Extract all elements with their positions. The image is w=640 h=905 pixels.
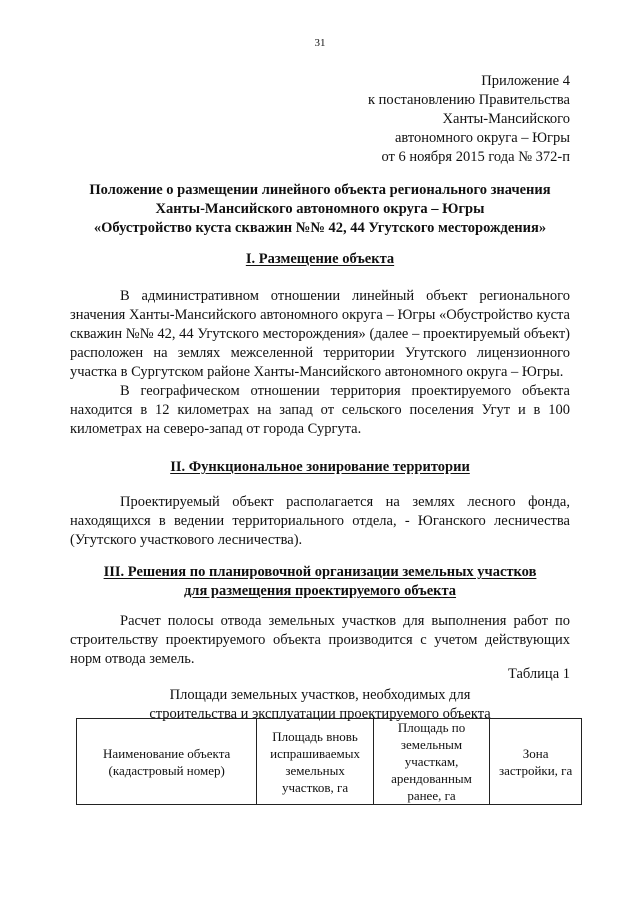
- table-label: Таблица 1: [507, 666, 570, 682]
- column-header-new-area: Площадь вновь испрашиваемых земельных участков, га: [257, 719, 373, 805]
- table-header-row: [77, 719, 582, 805]
- section-1-paragraph-1: В административном отношении линейный объект регионального значения Ханты-Мансийского автономного округа – Югры «Обустройство куста скважин №№ 42, 44 Угутского месторождения» (далее – проектируемый объект) расположен на землях межселенной территории Угутского лицензионного участка в Сургутском районе Ханты-Мансийского автономного округа – Югры.: [70, 288, 570, 380]
- section-3-heading: [70, 563, 570, 601]
- appendix-reference: [368, 72, 570, 167]
- appendix-line: автономного округа – Югры: [394, 130, 570, 146]
- section-3-heading-line: для размещения проектируемого объекта: [183, 583, 457, 599]
- appendix-line: к постановлению Правительства: [368, 92, 570, 108]
- appendix-line: от 6 ноября 2015 года № 372-п: [381, 149, 570, 165]
- section-3-heading-line: III. Решения по планировочной организации земельных участков: [103, 564, 537, 580]
- section-1-paragraph-2: В географическом отношении территория проектируемого объекта находится в 12 километрах на запад от сельского поселения Угут и в 100 километрах на северо-запад от города Сургута.: [70, 383, 570, 437]
- page-number: 31: [314, 37, 326, 49]
- section-1-heading-text: I. Размещение объекта: [245, 251, 395, 267]
- title-line: Положение о размещении линейного объекта регионального значения: [89, 182, 551, 198]
- column-header-development-zone: Зона застройки, га: [490, 719, 582, 805]
- land-area-table: [76, 718, 582, 805]
- table-caption-line: Площади земельных участков, необходимых для: [169, 687, 471, 703]
- document-title: [70, 181, 570, 238]
- appendix-line: Приложение 4: [481, 73, 570, 89]
- table-caption-line: строительства и эксплуатации проектируемого объекта: [149, 706, 491, 722]
- title-line: Ханты-Мансийского автономного округа – Югры: [155, 201, 485, 217]
- column-header-object-name: Наименование объекта (кадастровый номер): [77, 719, 257, 805]
- section-2-heading: [70, 458, 570, 477]
- section-2-paragraph-1: Проектируемый объект располагается на землях лесного фонда, находящихся в ведении территориального отдела, - Юганского лесничества (Угутского участкового лесничества).: [70, 494, 570, 548]
- section-3-paragraph-1: Расчет полосы отвода земельных участков для выполнения работ по строительству проектируемого объекта производится с учетом действующих норм отвода земель.: [70, 613, 570, 667]
- column-header-leased-area: Площадь по земельным участкам, арендованным ранее, га: [373, 719, 489, 805]
- title-line: «Обустройство куста скважин №№ 42, 44 Угутского месторождения»: [93, 220, 547, 236]
- section-1-heading: [70, 250, 570, 269]
- appendix-line: Ханты-Мансийского: [442, 111, 570, 127]
- section-2-heading-text: II. Функциональное зонирование территории: [170, 459, 470, 475]
